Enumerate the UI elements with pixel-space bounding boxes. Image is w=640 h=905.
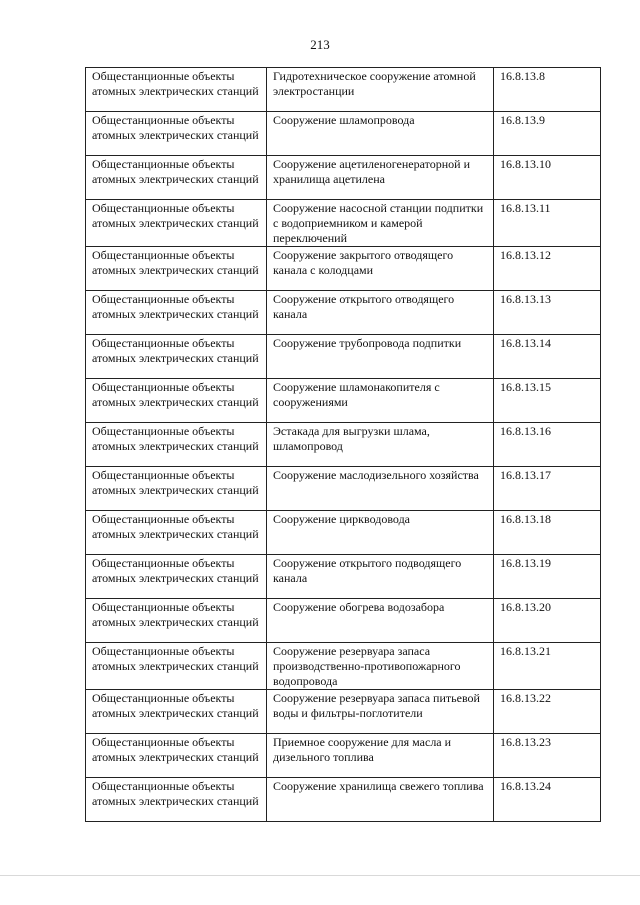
- code-cell: 16.8.13.16: [494, 423, 601, 467]
- table-row: [86, 734, 601, 778]
- category-cell: Общестанционные объекты атомных электрических станций: [86, 778, 267, 822]
- object-name-cell: Сооружение резервуара запаса производственно-противопожарного водопровода: [267, 643, 494, 690]
- category-cell: Общестанционные объекты атомных электрических станций: [86, 247, 267, 291]
- code-cell: 16.8.13.15: [494, 379, 601, 423]
- category-cell: Общестанционные объекты атомных электрических станций: [86, 599, 267, 643]
- object-name-cell: Сооружение закрытого отводящего канала с колодцами: [267, 247, 494, 291]
- code-cell: 16.8.13.9: [494, 112, 601, 156]
- table-row: [86, 599, 601, 643]
- table-row: [86, 423, 601, 467]
- category-cell: Общестанционные объекты атомных электрических станций: [86, 291, 267, 335]
- object-name-cell: Сооружение обогрева водозабора: [267, 599, 494, 643]
- table-row: [86, 156, 601, 200]
- code-cell: 16.8.13.21: [494, 643, 601, 690]
- code-cell: 16.8.13.17: [494, 467, 601, 511]
- category-cell: Общестанционные объекты атомных электрических станций: [86, 335, 267, 379]
- object-name-cell: Эстакада для выгрузки шлама, шламопровод: [267, 423, 494, 467]
- object-name-cell: Сооружение шламонакопителя с сооружениями: [267, 379, 494, 423]
- code-cell: 16.8.13.8: [494, 68, 601, 112]
- category-cell: Общестанционные объекты атомных электрических станций: [86, 643, 267, 690]
- object-name-cell: Сооружение циркводовода: [267, 511, 494, 555]
- object-name-cell: Сооружение открытого отводящего канала: [267, 291, 494, 335]
- table-row: [86, 335, 601, 379]
- category-cell: Общестанционные объекты атомных электрических станций: [86, 690, 267, 734]
- table-row: [86, 643, 601, 690]
- category-cell: Общестанционные объекты атомных электрических станций: [86, 68, 267, 112]
- table-row: [86, 511, 601, 555]
- category-cell: Общестанционные объекты атомных электрических станций: [86, 511, 267, 555]
- page-number: 213: [310, 37, 330, 52]
- code-cell: 16.8.13.20: [494, 599, 601, 643]
- code-cell: 16.8.13.24: [494, 778, 601, 822]
- object-name-cell: Сооружение трубопровода подпитки: [267, 335, 494, 379]
- code-cell: 16.8.13.19: [494, 555, 601, 599]
- object-name-cell: Сооружение насосной станции подпитки с водоприемником и камерой переключений: [267, 200, 494, 247]
- category-cell: Общестанционные объекты атомных электрических станций: [86, 423, 267, 467]
- object-name-cell: Гидротехническое сооружение атомной электростанции: [267, 68, 494, 112]
- object-name-cell: Сооружение маслодизельного хозяйства: [267, 467, 494, 511]
- category-cell: Общестанционные объекты атомных электрических станций: [86, 734, 267, 778]
- object-name-cell: Сооружение шламопровода: [267, 112, 494, 156]
- table-row: [86, 379, 601, 423]
- code-cell: 16.8.13.22: [494, 690, 601, 734]
- code-cell: 16.8.13.11: [494, 200, 601, 247]
- code-cell: 16.8.13.12: [494, 247, 601, 291]
- object-name-cell: Сооружение резервуара запаса питьевой воды и фильтры-поглотители: [267, 690, 494, 734]
- table-row: [86, 247, 601, 291]
- category-cell: Общестанционные объекты атомных электрических станций: [86, 156, 267, 200]
- scan-edge-line: [0, 875, 640, 876]
- category-cell: Общестанционные объекты атомных электрических станций: [86, 379, 267, 423]
- registry-table-body: [86, 68, 601, 822]
- object-name-cell: Приемное сооружение для масла и дизельного топлива: [267, 734, 494, 778]
- table-row: [86, 291, 601, 335]
- registry-table: [85, 67, 601, 822]
- code-cell: 16.8.13.23: [494, 734, 601, 778]
- table-row: [86, 555, 601, 599]
- code-cell: 16.8.13.10: [494, 156, 601, 200]
- table-row: [86, 778, 601, 822]
- table-row: [86, 112, 601, 156]
- code-cell: 16.8.13.14: [494, 335, 601, 379]
- category-cell: Общестанционные объекты атомных электрических станций: [86, 112, 267, 156]
- code-cell: 16.8.13.18: [494, 511, 601, 555]
- table-row: [86, 690, 601, 734]
- code-cell: 16.8.13.13: [494, 291, 601, 335]
- table-row: [86, 200, 601, 247]
- table-row: [86, 467, 601, 511]
- object-name-cell: Сооружение ацетиленогенераторной и хранилища ацетилена: [267, 156, 494, 200]
- category-cell: Общестанционные объекты атомных электрических станций: [86, 200, 267, 247]
- object-name-cell: Сооружение открытого подводящего канала: [267, 555, 494, 599]
- table-row: [86, 68, 601, 112]
- category-cell: Общестанционные объекты атомных электрических станций: [86, 555, 267, 599]
- category-cell: Общестанционные объекты атомных электрических станций: [86, 467, 267, 511]
- object-name-cell: Сооружение хранилища свежего топлива: [267, 778, 494, 822]
